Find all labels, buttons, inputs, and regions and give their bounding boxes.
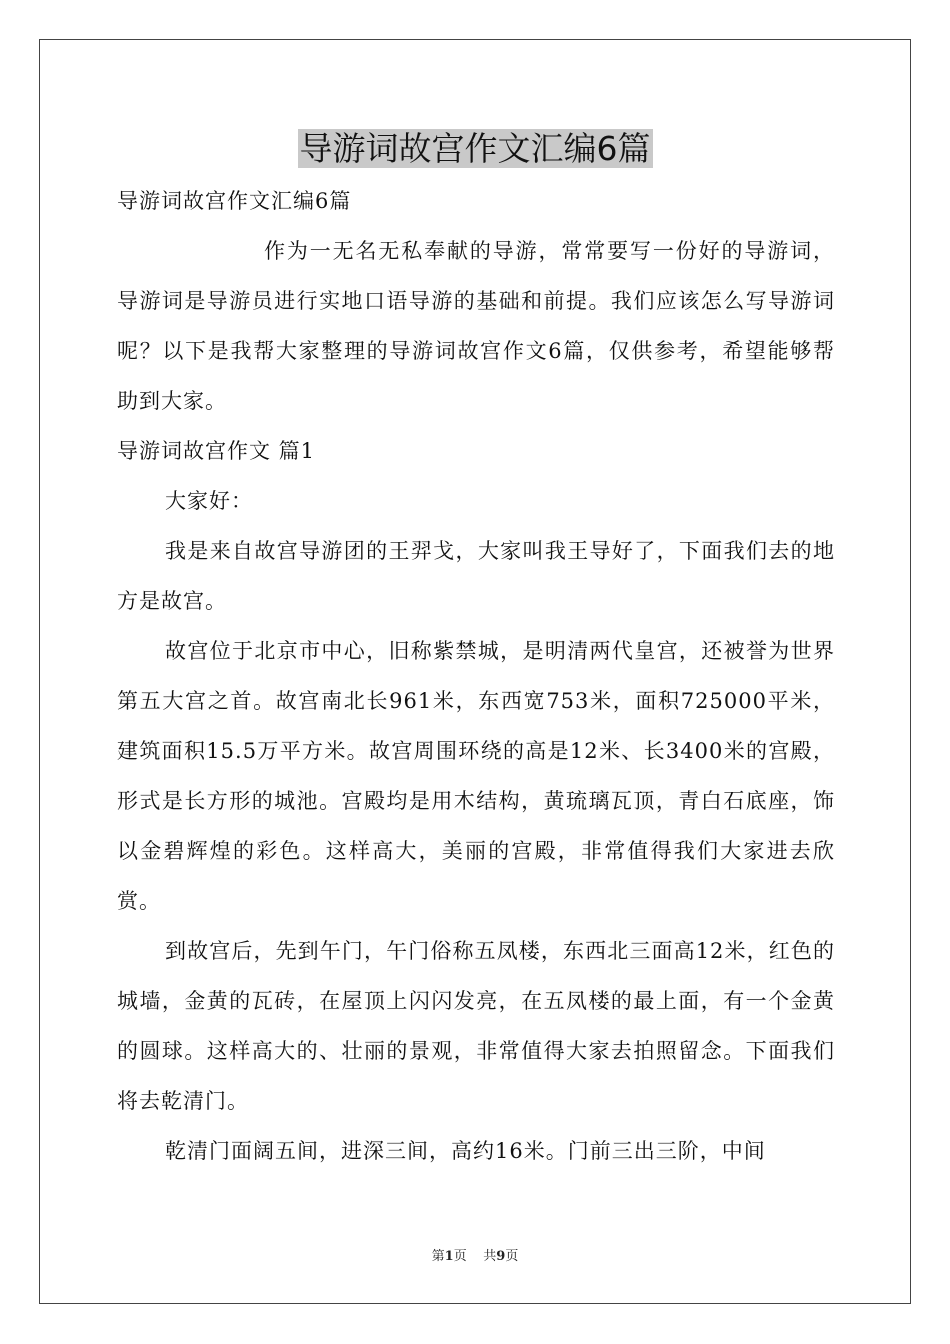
- paragraph-qianqing-gate: 乾清门面阔五间，进深三间，高约16米。门前三出三阶，中间: [165, 1139, 766, 1163]
- page-prefix: 第: [431, 1249, 445, 1264]
- page-suffix: 页: [453, 1249, 467, 1264]
- paragraph-palace-overview: 故宫位于北京市中心，旧称紫禁城，是明清两代皇宫，还被誉为世界第五大宫之首。故宫南北长961米，东西宽753米，面积725000平米，建筑面积15.5万平方米。故宫周围环绕的高是12米、长3400米的宫殿，形式是长方形的城池。宫殿均是用木结构，黄琉璃瓦顶，青白石底座，饰以金碧辉煌的彩色。这样高大，美丽的宫殿，非常值得我们大家进去欣赏。: [117, 639, 835, 913]
- section-heading: 导游词故宫作文 篇1: [117, 439, 316, 463]
- paragraph-meridian-gate: 到故宫后，先到午门，午门俗称五凤楼，东西北三面高12米，红色的城墙，金黄的瓦砖，在屋顶上闪闪发亮，在五凤楼的最上面，有一个金黄的圆球。这样高大的、壮丽的景观，非常值得大家去拍照留念。下面我们将去乾清门。: [117, 939, 835, 1113]
- paragraph-intro-guide: 我是来自故宫导游团的王羿戈，大家叫我王导好了，下面我们去的地方是故宫。: [117, 539, 835, 613]
- page-footer: [0, 1245, 950, 1264]
- total-suffix: 页: [505, 1249, 519, 1264]
- document-subtitle: 导游词故宫作文汇编6篇: [117, 189, 352, 213]
- document-body: [117, 176, 835, 1176]
- page-total: 9: [496, 1249, 506, 1264]
- document-title: 导游词故宫作文汇编6篇: [299, 129, 651, 168]
- intro-paragraph: 作为一无名无私奉献的导游，常常要写一份好的导游词，导游词是导游员进行实地口语导游的基础和前提。我们应该怎么写导游词呢？以下是我帮大家整理的导游词故宫作文6篇，仅供参考，希望能够帮助到大家。: [117, 239, 835, 413]
- page-current: 1: [444, 1249, 454, 1264]
- document-title-wrapper: [0, 127, 950, 171]
- total-prefix: 共: [483, 1249, 497, 1264]
- paragraph-greeting: 大家好：: [165, 489, 253, 513]
